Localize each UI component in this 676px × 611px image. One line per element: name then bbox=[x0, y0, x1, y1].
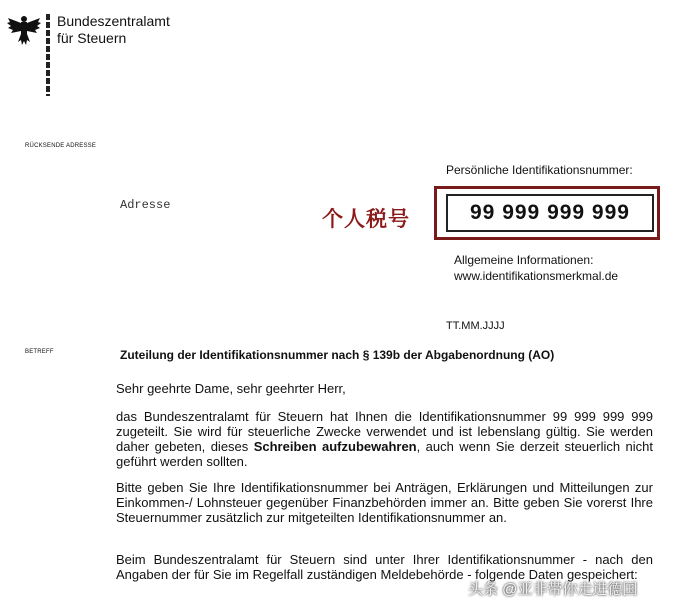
org-name-line2: für Steuern bbox=[57, 30, 127, 46]
annotation-personal-tax-id: 个人税号 bbox=[322, 208, 410, 231]
paragraph-1 bbox=[116, 409, 653, 469]
info-label: Allgemeine Informationen: bbox=[454, 253, 594, 267]
return-address-label: RÜCKSENDE ADRESSE bbox=[25, 143, 97, 149]
watermark: 头条 @亚非带你走进德国 bbox=[468, 581, 638, 598]
id-number-label: Persönliche Identifikationsnummer: bbox=[446, 163, 633, 177]
betreff-label: BETREFF bbox=[25, 349, 54, 355]
id-number-value: 99 999 999 999 bbox=[446, 194, 654, 232]
paragraph-1-bold: Schreiben aufzubewahren bbox=[253, 439, 417, 454]
date-placeholder: TT.MM.JJJJ bbox=[446, 320, 505, 332]
paragraph-1-text-a: das Bundeszentralamt für Steuern hat Ihnen die Identifikationsnummer 99 999 999 999 zugeteilt. Sie wird für steuerliche Zwecke verwendet und ist lebenslang gültig. Sie werden daher gebeten, dieses bbox=[116, 409, 653, 454]
org-name-line1: Bundeszentralamt bbox=[57, 13, 170, 29]
federal-eagle-logo bbox=[6, 12, 42, 48]
subject-line: Zuteilung der Identifikationsnummer nach § 139b der Abgabenordnung (AO) bbox=[120, 348, 555, 362]
address-placeholder: Adresse bbox=[120, 198, 171, 212]
paragraph-1-text-b: , auch wenn Sie derzeit steuerlich nicht geführt werden sollten. bbox=[116, 439, 653, 469]
paragraph-3: Beim Bundeszentralamt für Steuern sind unter Ihrer Identifikationsnummer - nach den Angaben der für Sie im Regelfall zuständigen Meldebehörde - folgende Daten gespeichert: bbox=[116, 552, 653, 582]
info-url: www.identifikationsmerkmal.de bbox=[454, 269, 619, 283]
paragraph-2: Bitte geben Sie Ihre Identifikationsnummer bei Anträgen, Erklärungen und Mitteilungen zur Einkommen-/ Lohnsteuer gegenüber Finanzbehörden immer an. Bitte geben Sie vorerst Ihre Steuernummer zusätzlich zur mitgeteilten Identifikationsnummer an. bbox=[116, 480, 653, 525]
flag-bar bbox=[46, 14, 50, 96]
greeting: Sehr geehrte Dame, sehr geehrter Herr, bbox=[116, 381, 346, 396]
